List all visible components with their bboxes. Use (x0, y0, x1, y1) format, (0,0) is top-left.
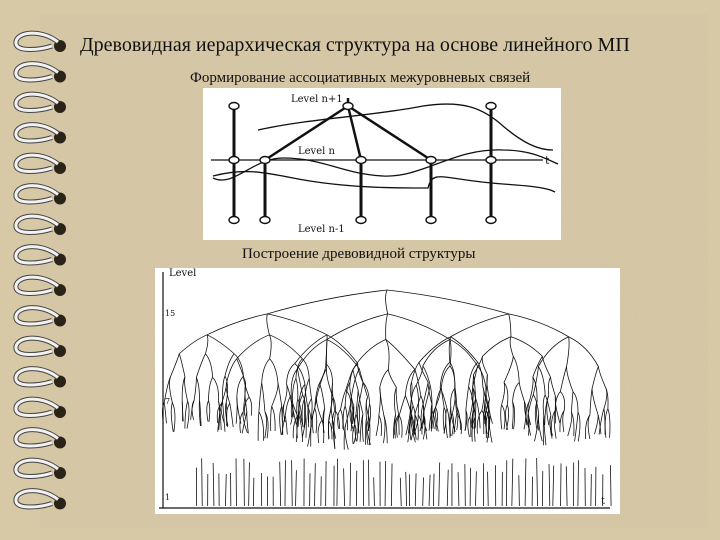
link-right (348, 106, 431, 160)
label-level-axis: Level (169, 268, 197, 279)
node (486, 157, 496, 164)
binding-ring (16, 338, 66, 357)
binding-ring (16, 277, 66, 296)
binding-ring (16, 369, 66, 388)
node (356, 157, 366, 164)
spiral-binding (0, 0, 80, 540)
node (426, 157, 436, 164)
diagram-tree-structure (155, 268, 620, 514)
node (260, 217, 270, 224)
node (260, 157, 270, 164)
binding-ring (16, 186, 66, 205)
binding-ring (16, 33, 66, 52)
node (229, 103, 239, 110)
slide-title: Древовидная иерархическая структура на основе линейного МП (80, 34, 630, 56)
node (356, 217, 366, 224)
node (343, 103, 353, 110)
diagram-associative-links (203, 88, 561, 240)
label-time-axis: t (601, 496, 606, 507)
tick-label-15: 15 (165, 309, 176, 318)
binding-ring (16, 308, 66, 327)
node (229, 217, 239, 224)
diagram-2-svg (155, 268, 620, 514)
diagram-1-svg (203, 88, 561, 240)
label-level-top: Level n+1 (291, 94, 343, 105)
binding-ring (16, 399, 66, 418)
label-level-bottom: Level n-1 (298, 224, 345, 235)
label-time-axis: t (545, 154, 550, 167)
binding-ring (16, 491, 66, 510)
binding-ring (16, 64, 66, 83)
tree-branches (162, 290, 611, 506)
binding-ring (16, 216, 66, 235)
diagram-2-caption: Построение древовидной структуры (242, 246, 476, 262)
tick-label-7: 7 (165, 397, 171, 406)
binding-ring (16, 247, 66, 266)
binding-ring (16, 460, 66, 479)
node (486, 103, 496, 110)
binding-ring (16, 430, 66, 449)
label-level-mid: Level n (298, 146, 335, 157)
node (229, 157, 239, 164)
binding-ring (16, 94, 66, 113)
binding-ring (16, 125, 66, 144)
diagram-1-caption: Формирование ассоциативных межуровневых связей (190, 70, 531, 86)
node (486, 217, 496, 224)
node (426, 217, 436, 224)
tick-label-1: 1 (165, 493, 171, 502)
binding-ring (16, 155, 66, 174)
